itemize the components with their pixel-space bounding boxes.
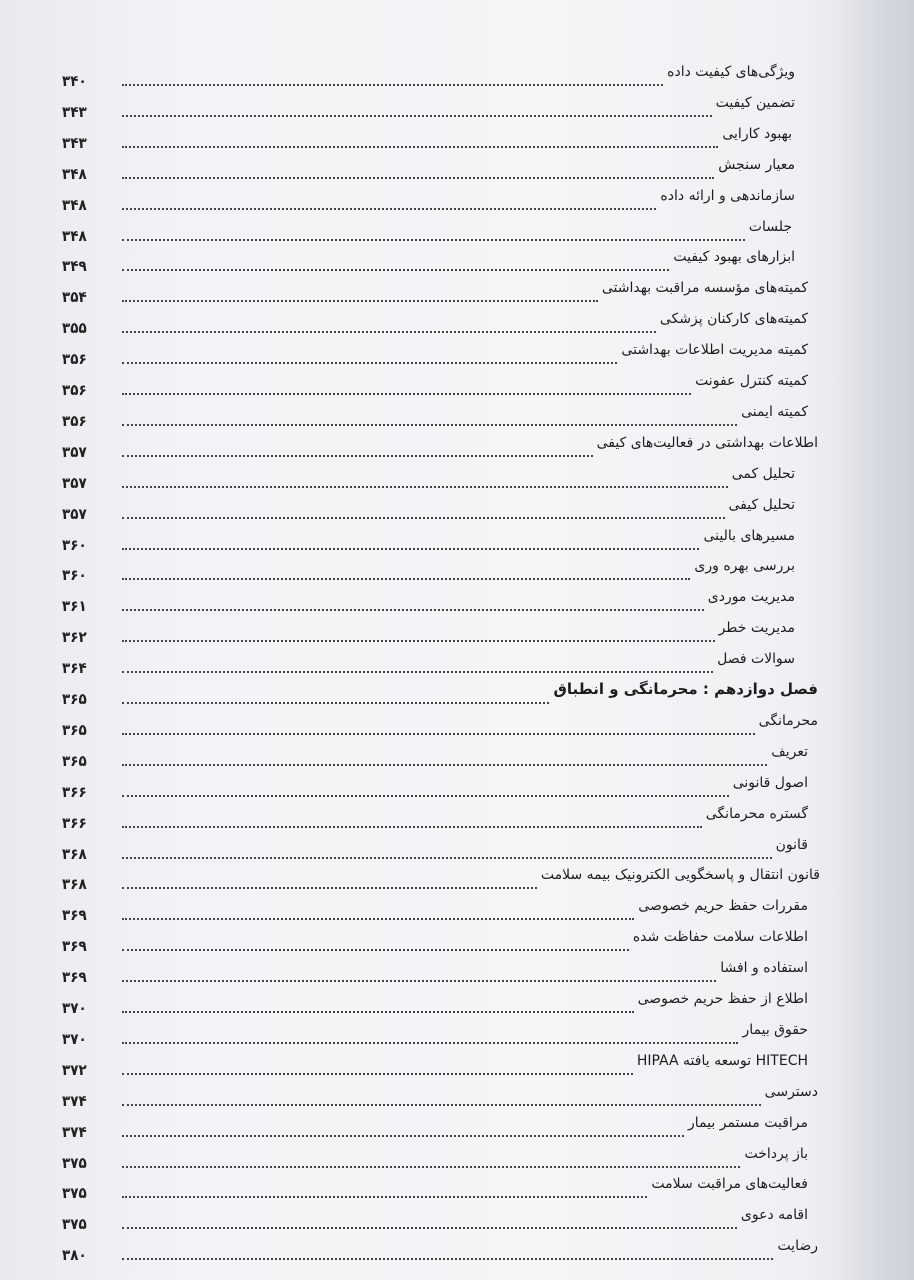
dot-leader xyxy=(122,733,755,735)
toc-entry xyxy=(0,831,914,863)
toc-entry xyxy=(0,1109,914,1141)
toc-page-number: ۳۶۵ xyxy=(62,751,87,770)
dot-leader xyxy=(122,918,634,920)
dot-leader xyxy=(122,177,714,179)
toc-entry-title: حقوق بیمار xyxy=(742,1021,808,1038)
dot-leader xyxy=(122,455,593,457)
toc-entry xyxy=(0,614,914,646)
toc-entry-title: کمیته کنترل عفونت xyxy=(695,373,808,389)
toc-entry-title: باز پرداخت xyxy=(744,1145,808,1162)
toc-entry-title: ابزارهای بهبود کیفیت xyxy=(673,249,795,266)
toc-entry-title: مدیریت خطر xyxy=(718,620,795,637)
toc-page-number: ۳۶۹ xyxy=(62,937,87,956)
toc-entry xyxy=(0,1078,914,1110)
toc-page-number: ۳۶۶ xyxy=(62,782,87,801)
toc-entry xyxy=(0,305,914,337)
toc-entry xyxy=(0,491,914,523)
toc-page-number: ۳۴۳ xyxy=(62,102,87,121)
dot-leader xyxy=(122,949,629,951)
toc-entry xyxy=(0,89,914,121)
dot-leader xyxy=(122,1166,740,1168)
toc-page-number: ۳۶۹ xyxy=(62,968,87,987)
toc-entry xyxy=(0,1047,914,1079)
toc-entry xyxy=(0,522,914,554)
toc-page-number: ۳۶۹ xyxy=(62,906,87,925)
toc-page-number: ۳۴۸ xyxy=(62,195,87,214)
toc-entry-title: تضمین کیفیت xyxy=(715,94,795,111)
toc-entry xyxy=(0,707,914,739)
toc-entry-title: محرمانگی xyxy=(758,712,818,729)
toc-entry xyxy=(0,1232,914,1264)
toc-entry xyxy=(0,58,914,90)
dot-leader xyxy=(122,578,690,580)
toc-entry-title: معیار سنجش xyxy=(718,156,795,173)
dot-leader xyxy=(122,1135,684,1137)
toc-page-number: ۳۴۰ xyxy=(62,72,87,90)
dot-leader xyxy=(122,146,718,148)
toc-entry xyxy=(0,769,914,801)
toc-entry xyxy=(0,552,914,584)
toc-entry xyxy=(0,367,914,399)
toc-page-number: ۳۷۵ xyxy=(62,1215,87,1234)
dot-leader xyxy=(122,609,704,611)
toc-entry-title: کمیته مدیریت اطلاعات بهداشتی xyxy=(621,342,808,359)
dot-leader xyxy=(122,331,656,333)
toc-entry-title: رضایت xyxy=(777,1238,818,1255)
toc-page-number: ۳۵۵ xyxy=(62,319,87,338)
toc-entry xyxy=(0,645,914,677)
dot-leader xyxy=(122,640,715,642)
toc-page-number: ۳۵۶ xyxy=(62,381,87,399)
toc-entry xyxy=(0,583,914,615)
dot-leader xyxy=(122,1042,738,1044)
toc-entry xyxy=(0,182,914,214)
dot-leader xyxy=(122,362,617,364)
dot-leader xyxy=(122,1011,634,1013)
toc-page-number: ۳۶۰ xyxy=(62,535,87,554)
toc-entry-title: اقامه دعوی xyxy=(740,1207,808,1224)
toc-page-number: ۳۵۷ xyxy=(62,442,87,461)
dot-leader xyxy=(122,671,713,673)
toc-entry-title: تعریف xyxy=(771,743,808,760)
dot-leader xyxy=(122,548,699,550)
dot-leader xyxy=(122,826,702,828)
toc-entry xyxy=(0,213,914,245)
toc-entry-title: فصل دوازدهم : محرمانگی و انطباق xyxy=(553,680,818,698)
toc-entry xyxy=(0,398,914,430)
dot-leader xyxy=(122,84,663,86)
toc-entry xyxy=(0,985,914,1017)
toc-entry-title: مراقبت مستمر بیمار xyxy=(688,1114,808,1131)
toc-entry xyxy=(0,274,914,306)
toc-page-number: ۳۷۴ xyxy=(62,1122,87,1141)
toc-entry-title: تحلیل کمی xyxy=(731,465,795,482)
toc-page-number: ۳۶۰ xyxy=(62,566,87,585)
toc-entry xyxy=(0,1170,914,1202)
dot-leader xyxy=(122,300,598,302)
toc-page-number: ۳۷۰ xyxy=(62,999,87,1017)
toc-entry xyxy=(0,738,914,770)
toc-entry xyxy=(0,800,914,832)
toc-entry xyxy=(0,676,914,708)
toc-page-number: ۳۴۸ xyxy=(62,226,87,245)
toc-entry-title: کمیته‌های مؤسسه مراقبت بهداشتی xyxy=(601,280,808,297)
toc-page-number: ۳۵۷ xyxy=(62,504,87,523)
toc-entry-title: دسترسی xyxy=(764,1083,818,1100)
toc-entry xyxy=(0,1201,914,1233)
toc-entry-title: تحلیل کیفی xyxy=(728,496,795,513)
toc-entry xyxy=(0,151,914,183)
dot-leader xyxy=(122,517,725,519)
dot-leader xyxy=(122,424,737,426)
toc-entry-title: بهبود کارایی xyxy=(722,125,792,142)
toc-entry-title: مقررات حفظ حریم خصوصی xyxy=(638,898,808,915)
toc-entry-title: HITECH توسعه یافته HIPAA xyxy=(636,1052,808,1069)
toc-entry-title: اطلاعات بهداشتی در فعالیت‌های کیفی xyxy=(596,434,818,451)
dot-leader xyxy=(122,764,767,766)
toc-entry xyxy=(0,120,914,152)
toc-page-number: ۳۶۵ xyxy=(62,690,87,708)
toc-page-number: ۳۷۲ xyxy=(62,1060,87,1079)
toc-entry-title: جلسات xyxy=(748,218,792,235)
toc-entry-title: استفاده و افشا xyxy=(720,960,808,977)
toc-page-number: ۳۴۸ xyxy=(62,164,87,183)
toc-entry xyxy=(0,923,914,955)
dot-leader xyxy=(122,269,669,271)
dot-leader xyxy=(122,1196,647,1198)
dot-leader xyxy=(122,1227,737,1229)
toc-entry-title: سوالات فصل xyxy=(717,651,795,668)
toc-entry xyxy=(0,954,914,986)
dot-leader xyxy=(122,1258,773,1260)
toc-entry xyxy=(0,1140,914,1172)
toc-entry xyxy=(0,243,914,275)
dot-leader xyxy=(122,208,656,210)
toc-page-number: ۳۵۷ xyxy=(62,473,87,492)
toc-entry-title: بررسی بهره وری xyxy=(694,558,795,575)
toc-entry-title: ویژگی‌های کیفیت داده xyxy=(667,64,795,80)
toc-page-number: ۳۶۸ xyxy=(62,844,87,863)
toc-page-number: ۳۶۴ xyxy=(62,659,87,678)
toc-entry xyxy=(0,892,914,924)
toc-entry-title: کمیته‌های کارکنان پزشکی xyxy=(659,311,808,328)
dot-leader xyxy=(122,393,691,395)
dot-leader xyxy=(122,980,716,982)
toc-page-number: ۳۴۳ xyxy=(62,133,87,152)
dot-leader xyxy=(122,887,537,889)
dot-leader xyxy=(122,486,728,488)
toc-page-number: ۳۷۵ xyxy=(62,1184,87,1203)
toc-entry-title: اطلاعات سلامت حفاظت شده xyxy=(632,929,808,946)
toc-page-number: ۳۸۰ xyxy=(62,1246,87,1265)
toc-entry-title: گستره محرمانگی xyxy=(705,805,808,822)
dot-leader xyxy=(122,115,712,117)
toc-entry-title: اصول قانونی xyxy=(732,774,808,791)
toc-page-number: ۳۵۶ xyxy=(62,350,87,369)
toc-entry-title: کمیته ایمنی xyxy=(741,403,808,420)
toc-entry-title: مدیریت موردی xyxy=(707,589,795,606)
toc-entry xyxy=(0,429,914,461)
dot-leader xyxy=(122,1104,761,1106)
toc-entry-title: قانون xyxy=(775,836,808,853)
toc-entry xyxy=(0,336,914,368)
toc-entry xyxy=(0,861,914,893)
toc-page-number: ۳۶۲ xyxy=(62,628,87,647)
toc-entry-title: اطلاع از حفظ حریم خصوصی xyxy=(637,991,808,1007)
dot-leader xyxy=(122,702,549,704)
toc-page-number: ۳۷۰ xyxy=(62,1029,87,1048)
toc-page-number: ۳۶۵ xyxy=(62,720,87,739)
dot-leader xyxy=(122,857,772,859)
dot-leader xyxy=(122,795,729,797)
toc-entry-title: مسیرهای بالینی xyxy=(703,527,795,544)
toc-page-number: ۳۷۴ xyxy=(62,1091,87,1110)
dot-leader xyxy=(122,239,745,241)
toc-page-number: ۳۶۸ xyxy=(62,875,87,894)
toc-entry xyxy=(0,1016,914,1048)
toc-page-number: ۳۶۶ xyxy=(62,813,87,832)
toc-page-number: ۳۷۵ xyxy=(62,1153,87,1172)
toc-entry-title: فعالیت‌های مراقبت سلامت xyxy=(651,1176,808,1193)
toc-entry-title: سازماندهی و ارائه داده xyxy=(660,187,795,204)
toc-page-number: ۳۵۶ xyxy=(62,411,87,430)
toc-page-number: ۳۴۹ xyxy=(62,257,87,276)
dot-leader xyxy=(122,1073,633,1075)
toc-page-number: ۳۵۴ xyxy=(62,288,87,307)
toc-page-number: ۳۶۱ xyxy=(62,597,87,616)
toc-entry-title: قانون انتقال و پاسخگویی الکترونیک بیمه سلامت xyxy=(540,867,820,884)
toc-entry xyxy=(0,460,914,492)
